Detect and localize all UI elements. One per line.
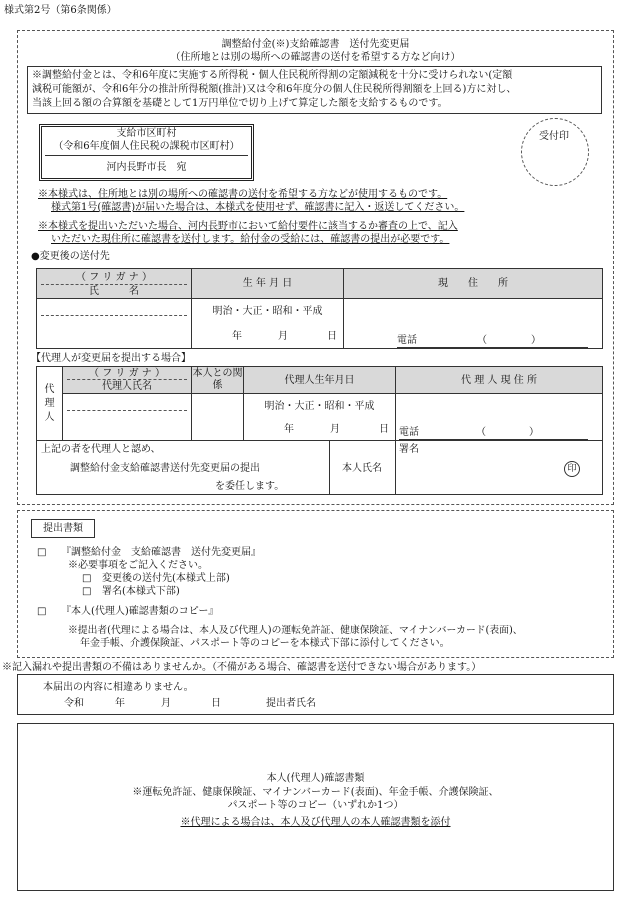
- reception-stamp-label: 受付印: [539, 131, 569, 142]
- dest-address-header: 現 住 所: [344, 269, 603, 299]
- doc-item1-sub2: 署名(本様式下部): [102, 586, 180, 597]
- recipient-name: 河内長野市長 宛: [106, 162, 187, 173]
- declaration-year: 年: [115, 698, 125, 709]
- declaration-month: 月: [161, 698, 171, 709]
- agent-name-cell[interactable]: [63, 394, 192, 441]
- id-area-title: 本人(代理人)確認書類: [266, 773, 365, 784]
- agent-eras: 明治・大正・昭和・平成: [264, 401, 375, 412]
- declaration-day: 日: [211, 698, 221, 709]
- seal-mark: 印: [564, 461, 580, 477]
- agent-birth-cell[interactable]: [244, 394, 396, 441]
- dest-month-label: 月: [278, 331, 288, 342]
- doc-item1-sub1: 変更後の送付先(本様式上部): [102, 573, 230, 584]
- id-area-line1: ※運転免許証、健康保険証、マイナンバーカード(表面)、年金手帳、介護保険証、: [132, 787, 499, 798]
- doc-item2-note1: ※提出者(代理による場合は、本人及び代理人)の運転免許証、健康保険証、マイナンバーカード(表面)、: [68, 625, 523, 636]
- agent-furigana-label: （ フ リ ガ ナ ）: [89, 368, 165, 379]
- agent-day-label: 日: [379, 424, 389, 435]
- note-2b: いただいた現住所に確認書を送付します。給付金の受給には、確認書の提出が必要です。: [51, 234, 450, 245]
- dest-section-title: ●変更後の送付先: [31, 251, 110, 262]
- form-title: 調整給付金(※)支給確認書 送付先変更届: [221, 39, 410, 50]
- delegation-line3: を委任します。: [215, 481, 285, 492]
- doc-item1-sub1-checkbox[interactable]: □: [82, 573, 92, 584]
- form-subtitle: （住所地とは別の場所への確認書の送付を希望する方など向け）: [170, 52, 461, 63]
- agent-name-label: 代理人氏名: [102, 381, 152, 392]
- dest-address-cell[interactable]: [344, 299, 603, 349]
- delegation-cell: [37, 441, 396, 495]
- form-id: 様式第2号（第6条関係）: [4, 5, 117, 16]
- agent-name-header: [63, 367, 192, 394]
- definition-line3: 当該上回る額の合算額を基礎として1万円単位で切り上げて算定した額を支給するものです。: [32, 98, 448, 109]
- note-2a: ※本様式を提出いただいた場合、河内長野市において給付要件に該当するか審査の上で、記入: [38, 221, 458, 232]
- agent-address-cell[interactable]: [396, 394, 603, 441]
- recipient-line2: （令和6年度個人住民税の課税市区町村）: [53, 141, 240, 152]
- delegation-line1: 上記の者を代理人と認め、: [41, 444, 161, 455]
- dest-day-label: 日: [327, 331, 337, 342]
- agent-section-title: 【代理人が変更届を提出する場合】: [31, 353, 191, 364]
- dest-furigana-label: （ フ リ ガ ナ ）: [76, 272, 152, 283]
- dest-name-label: 氏 名: [89, 286, 139, 297]
- recipient-line1: 支給市区町村: [116, 128, 177, 139]
- id-area-line2: パスポート等のコピー（いずれか1つ）: [227, 800, 404, 811]
- definition-line2: 減税可能額が、令和6年分の推計所得税額(推計)又は令和6年度分の個人住民税所得割額を上回る)方に対し、: [32, 84, 517, 95]
- dest-birth-cell[interactable]: [192, 299, 344, 349]
- dest-name-header: [37, 269, 192, 299]
- note-1b: 様式第1号(確認書)が届いた場合は、本様式を使用せず、確認書に記入・返送してください。: [51, 202, 465, 213]
- dest-phone-open: （: [477, 335, 487, 346]
- agent-month-label: 月: [330, 424, 340, 435]
- dest-name-cell[interactable]: [37, 299, 192, 349]
- dest-phone-close: ）: [531, 335, 541, 346]
- dest-eras: 明治・大正・昭和・平成: [212, 306, 323, 317]
- agent-year-label: 年: [284, 424, 294, 435]
- agent-address-header: 代 理 人 現 住 所: [396, 367, 603, 394]
- doc-item2: 『本人(代理人)確認書類のコピー』: [61, 606, 219, 617]
- reception-stamp-area: [521, 118, 589, 186]
- recipient-divider: [45, 155, 248, 156]
- agent-side-label: 代理人: [37, 367, 63, 441]
- doc-item1-checkbox[interactable]: □: [37, 547, 47, 558]
- dest-table: [36, 268, 603, 349]
- signature-label: 署名: [399, 444, 419, 455]
- agent-relation-cell[interactable]: [192, 394, 244, 441]
- dest-year-label: 年: [232, 331, 242, 342]
- agent-phone-open: （: [476, 427, 486, 438]
- agent-phone-label: 電話: [399, 427, 419, 438]
- agent-phone-close: ）: [529, 427, 539, 438]
- declaration-era: 令和: [64, 698, 84, 709]
- principal-name-label: 本人氏名: [342, 463, 382, 474]
- doc-item2-note2: 年金手帳、介護保険証、パスポート等のコピーを本様式下部に添付してください。: [80, 638, 450, 649]
- signature-cell[interactable]: [396, 441, 603, 495]
- check-note: ※記入漏れや提出書類の不備はありませんか。（不備がある場合、確認書を送付できない場合があります。）: [2, 662, 482, 673]
- declaration-statement: 本届出の内容に相違ありません。: [43, 682, 194, 693]
- dest-phone-label: 電話: [397, 335, 417, 346]
- documents-title: 提出書類: [43, 523, 83, 534]
- agent-table: [36, 366, 603, 495]
- agent-relation-header: 本人との関係: [192, 367, 244, 394]
- doc-item1: 『調整給付金 支給確認書 送付先変更届』: [61, 547, 261, 558]
- note-1a: ※本様式は、住所地とは別の場所への確認書の送付を希望する方などが使用するものです。: [38, 189, 448, 200]
- doc-item1-note: ※必要事項をご記入ください。: [68, 560, 208, 571]
- doc-item1-sub2-checkbox[interactable]: □: [82, 586, 92, 597]
- delegation-line2: 調整給付金支給確認書送付先変更届の提出: [70, 463, 260, 474]
- id-area-line3: ※代理による場合は、本人及び代理人の本人確認書類を添付: [180, 817, 451, 828]
- agent-birth-header: 代理人生年月日: [244, 367, 396, 394]
- definition-line1: ※調整給付金とは、令和6年度に実施する所得税・個人住民税所得割の定額減税を十分に受けられない(定額: [32, 70, 513, 81]
- submitter-name-label: 提出者氏名: [266, 698, 316, 709]
- doc-item2-checkbox[interactable]: □: [37, 606, 47, 617]
- dest-birth-header: 生 年 月 日: [192, 269, 344, 299]
